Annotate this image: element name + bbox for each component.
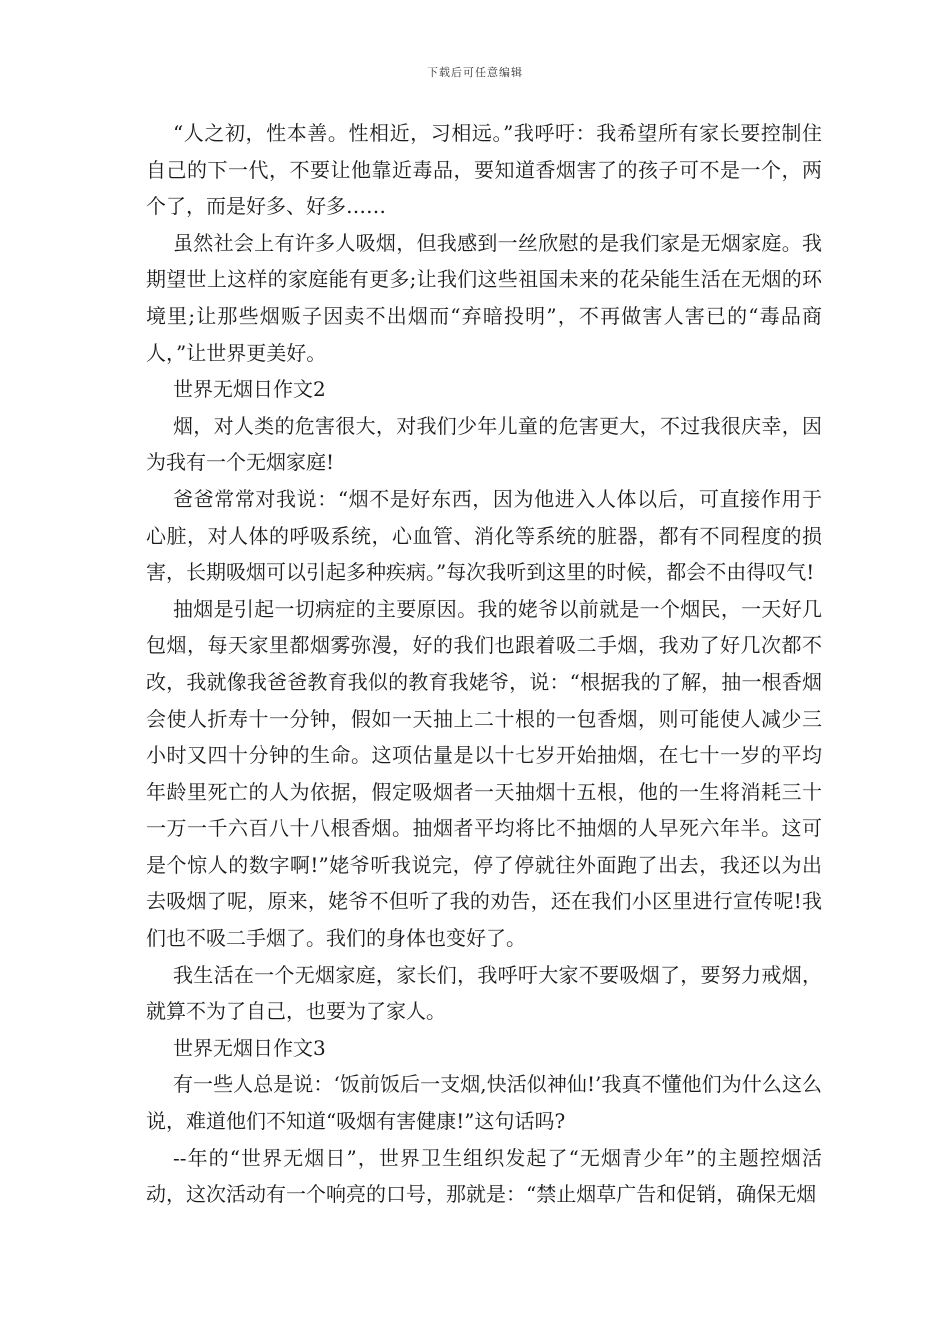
paragraph: 烟，对人类的危害很大，对我们少年儿童的危害更大，不过我很庆幸，因为我有一个无烟家庭! xyxy=(146,413,822,475)
paragraph: 抽烟是引起一切病症的主要原因。我的姥爷以前就是一个烟民，一天好几包烟，每天家里都烟雾弥漫，好的我们也跟着吸二手烟，我劝了好几次都不改，我就像我爸爸教育我似的教育我姥爷，说：“根据我的了解，抽一根香烟会使人折寿十一分钟，假如一天抽上二十根的一包香烟，则可能使人减少三小时又四十分钟的生命。这项估量是以十七岁开始抽烟，在七十一岁的平均年龄里死亡的人为依据，假定吸烟者一天抽烟十五根，他的一生将消耗三十一万一千六百八十八根香烟。抽烟者平均将比不抽烟的人早死六年半。这可是个惊人的数字啊!”姥爷听我说完，停了停就往外面跑了出去，我还以为出去吸烟了呢，原来，姥爷不但听了我的劝告，还在我们小区里进行宣传呢!我们也不吸二手烟了。我们的身体也变好了。 xyxy=(146,596,822,951)
document-body xyxy=(146,115,822,1213)
section-heading: 世界无烟日作文3 xyxy=(173,1035,326,1060)
page-header: 下载后可任意编辑 xyxy=(427,66,523,79)
paragraph: 爸爸常常对我说：“烟不是好东西，因为他进入人体以后，可直接作用于心脏，对人体的呼吸系统，心血管、消化等系统的脏器，都有不同程度的损害，长期吸烟可以引起多种疾病。”每次我听到这里的时候，都会不由得叹气! xyxy=(146,486,822,585)
paragraph: --年的“世界无烟日”，世界卫生组织发起了“无烟青少年”的主题控烟活动，这次活动有一个响亮的口号，那就是：“禁止烟草广告和促销，确保无烟 xyxy=(146,1145,822,1207)
paragraph: 我生活在一个无烟家庭，家长们，我呼吁大家不要吸烟了，要努力戒烟，就算不为了自己，也要为了家人。 xyxy=(146,962,822,1024)
paragraph: “人之初，性本善。性相近，习相远。”我呼吁：我希望所有家长要控制住自己的下一代，不要让他靠近毒品，要知道香烟害了的孩子可不是一个，两个了，而是好多、好多…… xyxy=(146,121,822,219)
paragraph: 虽然社会上有许多人吸烟，但我感到一丝欣慰的是我们家是无烟家庭。我期望世上这样的家庭能有更多;让我们这些祖国未来的花朵能生活在无烟的环境里;让那些烟贩子因卖不出烟而“弃暗投明”，不再做害人害已的“毒品商人，”让世界更美好。 xyxy=(146,230,822,365)
section-heading: 世界无烟日作文2 xyxy=(173,377,326,402)
paragraph: 有一些人总是说：‘饭前饭后一支烟,快活似神仙!’我真不懂他们为什么这么说，难道他们不知道“吸烟有害健康!”这句话吗? xyxy=(146,1072,822,1134)
